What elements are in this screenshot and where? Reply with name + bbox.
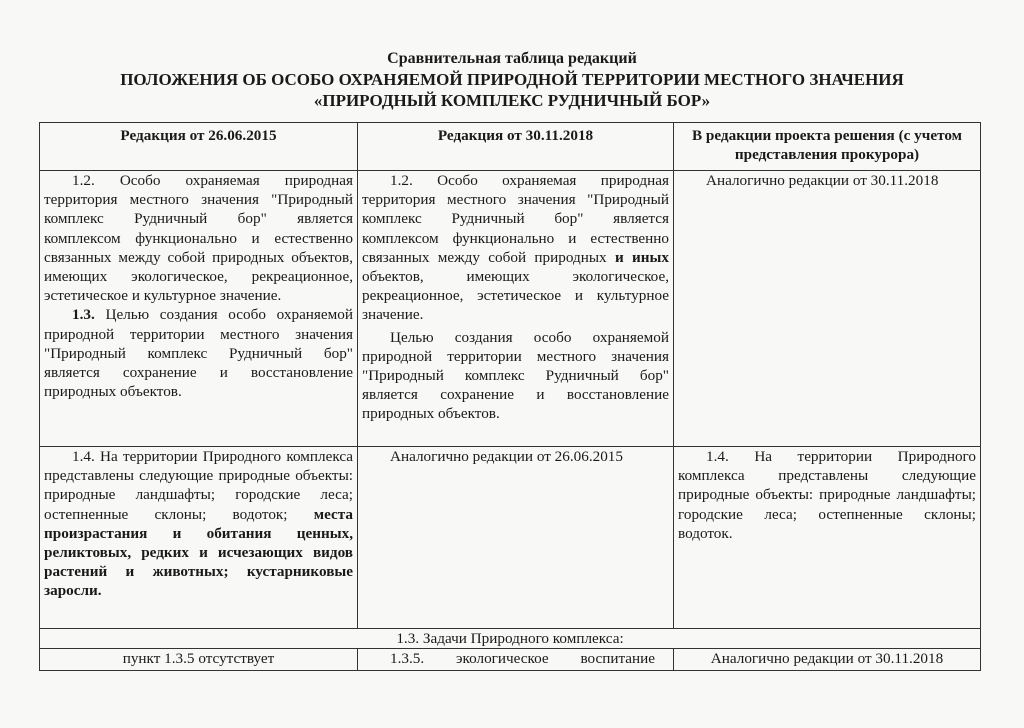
cell-project-item-1-4 bbox=[674, 447, 981, 629]
table-row bbox=[40, 649, 981, 671]
text-item-1-2-old: 1.2. Особо охраняемая природная территория местного значения "Природный комплекс Рудничный бор" является комплексом функционально и естественно связанных между собой природных объектов, имеющих экологическое, рекреационное, эстетическое и культурное значение. bbox=[44, 172, 353, 305]
text-item-1-4-old: 1.4. На территории Природного комплекса представлены следующие природные объекты: природные ландшафты; городские леса; остепненные склоны; водоток; bbox=[44, 448, 353, 523]
cell-2018-item-1-4 bbox=[358, 447, 674, 629]
table-row bbox=[40, 171, 981, 447]
column-header-2018: Редакция от 30.11.2018 bbox=[358, 123, 674, 171]
text-same-as-2018: Аналогично редакции от 30.11.2018 bbox=[706, 172, 939, 189]
document-subtitle: Сравнительная таблица редакций bbox=[387, 50, 637, 67]
cell-project-item-1-2 bbox=[674, 171, 981, 447]
cell-2015-item-1-3-5: пункт 1.3.5 отсутствует bbox=[40, 649, 358, 671]
cell-2018-item-1-2 bbox=[358, 171, 674, 447]
table-row bbox=[40, 447, 981, 629]
table-header-row bbox=[40, 123, 981, 171]
label-item-1-3: 1.3. bbox=[72, 306, 95, 324]
text-item-1-2-new-a: 1.2. Особо охраняемая природная территория местного значения "Природный комплекс Рудничный бор" является комплексом функционально и естественно связанных между собой природных bbox=[362, 172, 669, 266]
cell-2015-item-1-4 bbox=[40, 447, 358, 629]
column-header-2015: Редакция от 26.06.2015 bbox=[40, 123, 358, 171]
text-item-1-2-new-bold: и иных bbox=[606, 248, 669, 266]
cell-2015-item-1-2 bbox=[40, 171, 358, 447]
document-title-line2: «ПРИРОДНЫЙ КОМПЛЕКС РУДНИЧНЫЙ БОР» bbox=[313, 91, 711, 110]
text-item-1-3-old: Целью создания особо охраняемой природной территории местного значения "Природный комплекс Рудничный бор" является сохранение и восстановление природных объектов. bbox=[44, 306, 353, 401]
section-row bbox=[40, 629, 981, 649]
text-item-1-2-new-b: объектов, имеющих экологическое, рекреационное, эстетическое и культурное значение. bbox=[362, 268, 669, 324]
document-title-line1: ПОЛОЖЕНИЯ ОБ ОСОБО ОХРАНЯЕМОЙ ПРИРОДНОЙ ТЕРРИТОРИИ МЕСТНОГО ЗНАЧЕНИЯ bbox=[120, 70, 904, 89]
text-item-1-3-new: Целью создания особо охраняемой природной территории местного значения "Природный комплекс Рудничный бор" является сохранение и восстановление природных объектов. bbox=[362, 328, 669, 423]
column-header-project: В редакции проекта решения (с учетом представления прокурора) bbox=[674, 123, 981, 171]
cell-project-item-1-3-5: Аналогично редакции от 30.11.2018 bbox=[674, 649, 981, 671]
text-same-as-2015: Аналогично редакции от 26.06.2015 bbox=[390, 448, 623, 465]
text-item-1-3-5-new: 1.3.5. экологическое воспитание bbox=[390, 650, 656, 668]
comparison-table bbox=[39, 122, 981, 671]
text-item-1-4-old-bold: места произрастания и обитания ценных, реликтовых, редких и исчезающих видов растений и животных; кустарниковые заросли. bbox=[44, 505, 353, 600]
cell-2018-item-1-3-5 bbox=[358, 649, 674, 671]
text-item-1-4-project: 1.4. На территории Природного комплекса представлены следующие природные объекты: природные ландшафты; городские леса; остепненные склоны; водоток. bbox=[678, 448, 976, 542]
section-heading-tasks: 1.3. Задачи Природного комплекса: bbox=[40, 629, 981, 649]
